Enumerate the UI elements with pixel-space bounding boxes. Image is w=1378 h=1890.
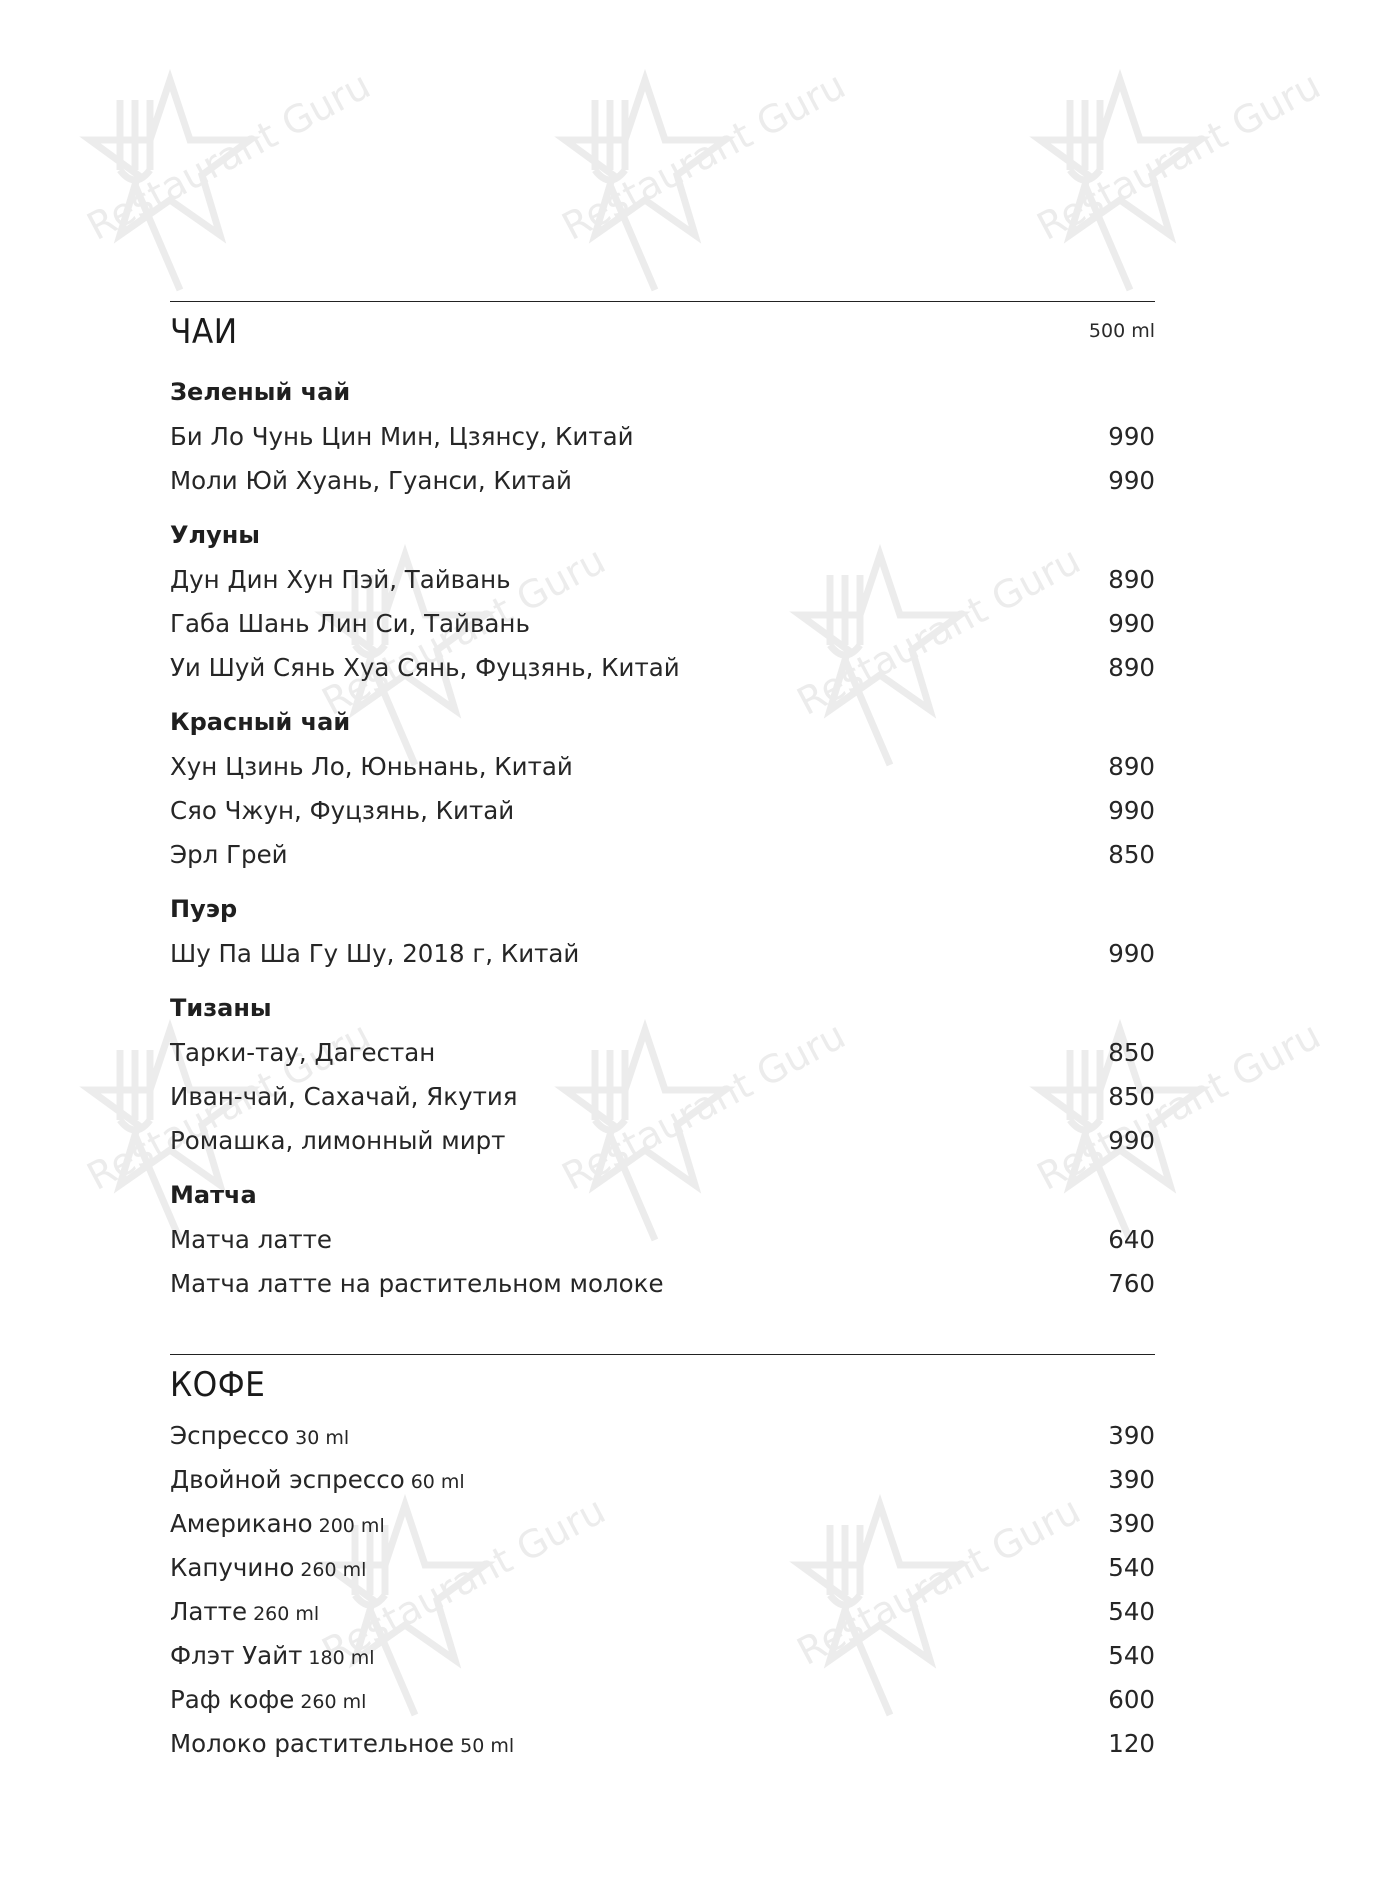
menu-item <box>170 1082 1155 1118</box>
item-price: 120 <box>1108 1729 1155 1758</box>
item-name: Моли Юй Хуань, Гуанси, Китай <box>170 466 572 495</box>
item-price: 540 <box>1108 1553 1155 1582</box>
item-name <box>170 1465 465 1494</box>
item-name: Матча латте <box>170 1225 332 1254</box>
item-name: Сяо Чжун, Фуцзянь, Китай <box>170 796 515 825</box>
item-price: 990 <box>1108 796 1155 825</box>
menu-item <box>170 752 1155 788</box>
menu-item <box>170 1509 1155 1545</box>
item-name-text: Молоко растительное <box>170 1729 455 1758</box>
item-name <box>170 1641 375 1670</box>
category-oolong: Улуны <box>170 521 261 549</box>
item-name: Тарки-тау, Дагестан <box>170 1038 436 1067</box>
fork-star-logo-icon <box>1010 60 1270 320</box>
watermark-text <box>555 63 852 249</box>
item-volume: 30 ml <box>295 1427 350 1449</box>
item-price: 640 <box>1108 1225 1155 1254</box>
item-price: 390 <box>1108 1465 1155 1494</box>
watermark <box>1010 60 1270 320</box>
fork-star-logo-icon <box>535 60 795 320</box>
menu-item <box>170 422 1155 458</box>
menu-item <box>170 1269 1155 1305</box>
item-volume: 180 ml <box>308 1647 375 1669</box>
item-name: Ромашка, лимонный мирт <box>170 1126 506 1155</box>
item-name <box>170 1509 385 1538</box>
item-price: 990 <box>1108 466 1155 495</box>
item-name-text: Американо <box>170 1509 313 1538</box>
item-price: 990 <box>1108 939 1155 968</box>
menu-item <box>170 1126 1155 1162</box>
item-price: 990 <box>1108 422 1155 451</box>
menu-item <box>170 1465 1155 1501</box>
item-volume: 60 ml <box>410 1471 465 1493</box>
category-red-tea: Красный чай <box>170 708 351 736</box>
item-price: 990 <box>1108 1126 1155 1155</box>
menu-item <box>170 466 1155 502</box>
menu-item <box>170 1641 1155 1677</box>
item-name-text: Флэт Уайт <box>170 1641 303 1670</box>
menu-item <box>170 939 1155 975</box>
category-green-tea: Зеленый чай <box>170 378 351 406</box>
item-name: Дун Дин Хун Пэй, Тайвань <box>170 565 511 594</box>
item-name: Шу Па Ша Гу Шу, 2018 г, Китай <box>170 939 580 968</box>
menu-item <box>170 653 1155 689</box>
watermark <box>60 60 320 320</box>
menu-item <box>170 1553 1155 1589</box>
item-price: 890 <box>1108 565 1155 594</box>
item-name: Уи Шуй Сянь Хуа Сянь, Фуцзянь, Китай <box>170 653 680 682</box>
section-divider <box>170 1354 1155 1355</box>
watermark <box>535 60 795 320</box>
menu-item <box>170 1421 1155 1457</box>
watermark-text <box>1030 63 1327 249</box>
menu-item <box>170 1729 1155 1765</box>
menu-item <box>170 840 1155 876</box>
item-name <box>170 1597 319 1626</box>
item-price: 990 <box>1108 609 1155 638</box>
item-price: 850 <box>1108 1038 1155 1067</box>
watermark-text <box>80 63 377 249</box>
item-name-text: Капучино <box>170 1553 295 1582</box>
item-price: 890 <box>1108 752 1155 781</box>
item-volume: 260 ml <box>300 1691 367 1713</box>
item-name <box>170 1421 349 1450</box>
menu-item <box>170 1597 1155 1633</box>
item-name: Матча латте на растительном молоке <box>170 1269 664 1298</box>
item-price: 850 <box>1108 1082 1155 1111</box>
item-volume: 260 ml <box>300 1559 367 1581</box>
coffee-section-title: КОФЕ <box>170 1365 266 1405</box>
item-name: Эрл Грей <box>170 840 288 869</box>
category-tisanes: Тизаны <box>170 994 272 1022</box>
item-name: Би Ло Чунь Цин Мин, Цзянсу, Китай <box>170 422 634 451</box>
item-volume: 200 ml <box>318 1515 385 1537</box>
menu-item <box>170 609 1155 645</box>
menu-item <box>170 796 1155 832</box>
menu-item <box>170 1685 1155 1721</box>
item-name: Иван-чай, Сахачай, Якутия <box>170 1082 518 1111</box>
item-price: 850 <box>1108 840 1155 869</box>
tea-section-title: ЧАИ <box>170 312 238 352</box>
item-name: Хун Цзинь Ло, Юньнань, Китай <box>170 752 573 781</box>
menu-item <box>170 1225 1155 1261</box>
item-price: 760 <box>1108 1269 1155 1298</box>
item-price: 540 <box>1108 1597 1155 1626</box>
section-divider <box>170 301 1155 302</box>
item-price: 390 <box>1108 1421 1155 1450</box>
item-name <box>170 1685 366 1714</box>
item-price: 600 <box>1108 1685 1155 1714</box>
menu-item <box>170 1038 1155 1074</box>
item-name-text: Двойной эспрессо <box>170 1465 405 1494</box>
item-name-text: Латте <box>170 1597 248 1626</box>
item-name: Габа Шань Лин Си, Тайвань <box>170 609 530 638</box>
item-name <box>170 1729 514 1758</box>
category-puer: Пуэр <box>170 895 238 923</box>
item-volume: 260 ml <box>253 1603 320 1625</box>
item-volume: 50 ml <box>460 1735 515 1757</box>
item-name-text: Эспрессо <box>170 1421 290 1450</box>
menu-item <box>170 565 1155 601</box>
item-price: 540 <box>1108 1641 1155 1670</box>
fork-star-logo-icon <box>60 60 320 320</box>
item-name-text: Раф кофе <box>170 1685 295 1714</box>
category-matcha: Матча <box>170 1181 257 1209</box>
item-price: 390 <box>1108 1509 1155 1538</box>
tea-volume-note: 500 ml <box>1088 320 1155 342</box>
item-name <box>170 1553 366 1582</box>
item-price: 890 <box>1108 653 1155 682</box>
